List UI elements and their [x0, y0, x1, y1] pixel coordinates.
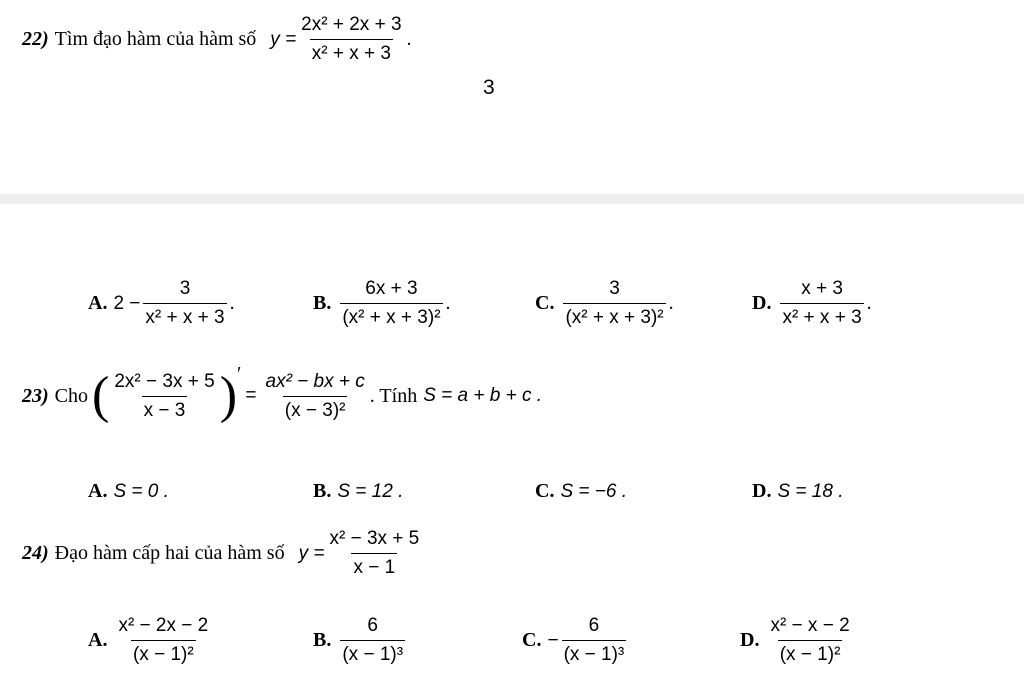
q23-text: Cho — [54, 384, 89, 407]
option-denominator: (x − 1)² — [778, 640, 843, 666]
q23-s-expression: S = a + b + c . — [423, 385, 543, 406]
q22-fraction — [299, 14, 403, 65]
option-end: . — [668, 292, 674, 314]
option-label: D. — [752, 292, 772, 314]
q22-option-a[interactable] — [88, 278, 235, 329]
q22-end: . — [406, 28, 412, 50]
q22-stem — [22, 14, 412, 65]
option-value: S = 18 . — [777, 480, 844, 502]
separator-band — [0, 194, 1024, 204]
option-numerator: x² − 2x − 2 — [118, 615, 209, 636]
q23-option-b[interactable] — [313, 480, 403, 503]
q22-numerator: 2x² + 2x + 3 — [301, 14, 402, 35]
q24-text: Đạo hàm cấp hai của hàm số — [54, 542, 285, 564]
option-label: A. — [88, 480, 108, 502]
option-numerator: x² − x − 2 — [770, 615, 850, 636]
q24-denominator: x − 1 — [351, 553, 397, 579]
q24-option-c[interactable] — [522, 615, 629, 666]
option-label: C. — [535, 480, 555, 502]
option-denominator: (x − 1)³ — [562, 640, 627, 666]
option-fraction — [340, 615, 405, 666]
q24-lhs: y = — [298, 542, 325, 564]
option-end: . — [229, 292, 235, 314]
q24-fraction — [327, 528, 421, 579]
option-prefix: − — [547, 629, 559, 651]
q22-text: Tìm đạo hàm của hàm số — [54, 28, 257, 50]
q23-rhs-denominator: (x − 3)² — [283, 396, 348, 422]
option-label: C. — [535, 292, 555, 314]
q22-number: 22) — [22, 28, 49, 50]
q24-number: 24) — [22, 542, 49, 564]
option-value: S = 0 . — [113, 480, 169, 502]
q23-inner-numerator: 2x² − 3x + 5 — [114, 370, 215, 392]
q23-option-d[interactable] — [752, 480, 843, 503]
option-denominator: x² + x + 3 — [780, 303, 863, 329]
left-paren: ( — [92, 367, 110, 424]
option-label: B. — [313, 629, 332, 651]
q24-option-b[interactable] — [313, 615, 408, 666]
option-numerator: 3 — [609, 278, 620, 299]
option-numerator: 6x + 3 — [365, 278, 418, 299]
q23-stem — [22, 362, 543, 424]
q22-option-c[interactable] — [535, 278, 674, 329]
q23-inner-denominator: x − 3 — [142, 396, 188, 422]
q22-denominator: x² + x + 3 — [310, 39, 393, 65]
q23-tail: . Tính — [369, 384, 418, 407]
option-fraction — [562, 615, 627, 666]
option-numerator: 6 — [367, 615, 378, 636]
option-fraction — [143, 278, 226, 329]
option-label: A. — [88, 292, 108, 314]
option-label: D. — [740, 629, 760, 651]
option-label: A. — [88, 629, 108, 651]
option-fraction — [768, 615, 851, 666]
option-denominator: (x² + x + 3)² — [340, 303, 442, 329]
q23-number: 23) — [22, 384, 49, 407]
q24-stem — [22, 528, 424, 579]
q24-option-a[interactable] — [88, 615, 213, 666]
derivative-prime: ′ — [237, 362, 242, 385]
option-end: . — [445, 292, 451, 314]
option-fraction — [116, 615, 210, 666]
option-denominator: (x − 1)³ — [340, 640, 405, 666]
q24-numerator: x² − 3x + 5 — [329, 528, 420, 549]
q23-rhs-numerator: ax² − bx + c — [265, 370, 365, 392]
option-label: D. — [752, 480, 772, 502]
q22-option-b[interactable] — [313, 278, 451, 329]
option-denominator: x² + x + 3 — [143, 303, 226, 329]
option-value: S = 12 . — [337, 480, 404, 502]
option-fraction — [780, 278, 863, 329]
right-paren: ) — [219, 367, 238, 424]
option-numerator: 6 — [588, 615, 600, 636]
q24-option-d[interactable] — [740, 615, 855, 666]
q23-option-c[interactable] — [535, 480, 627, 503]
equals-sign: = — [245, 385, 257, 406]
option-denominator: (x² + x + 3)² — [563, 303, 665, 329]
option-label: B. — [313, 480, 332, 502]
stray-digit: 3 — [483, 76, 495, 99]
option-prefix: 2 − — [113, 292, 141, 314]
option-denominator: (x − 1)² — [131, 640, 196, 666]
q23-inner-fraction — [112, 371, 216, 422]
option-numerator: 3 — [179, 278, 191, 299]
option-numerator: x + 3 — [801, 278, 843, 299]
option-fraction — [340, 278, 442, 329]
q22-lhs: y = — [270, 28, 297, 50]
option-fraction — [563, 278, 665, 329]
q23-rhs-fraction — [264, 371, 367, 422]
q22-option-d[interactable] — [752, 278, 872, 329]
option-end: . — [866, 292, 872, 314]
option-label: C. — [522, 629, 542, 651]
option-value: S = −6 . — [560, 480, 627, 502]
option-label: B. — [313, 292, 332, 314]
q23-option-a[interactable] — [88, 480, 169, 503]
